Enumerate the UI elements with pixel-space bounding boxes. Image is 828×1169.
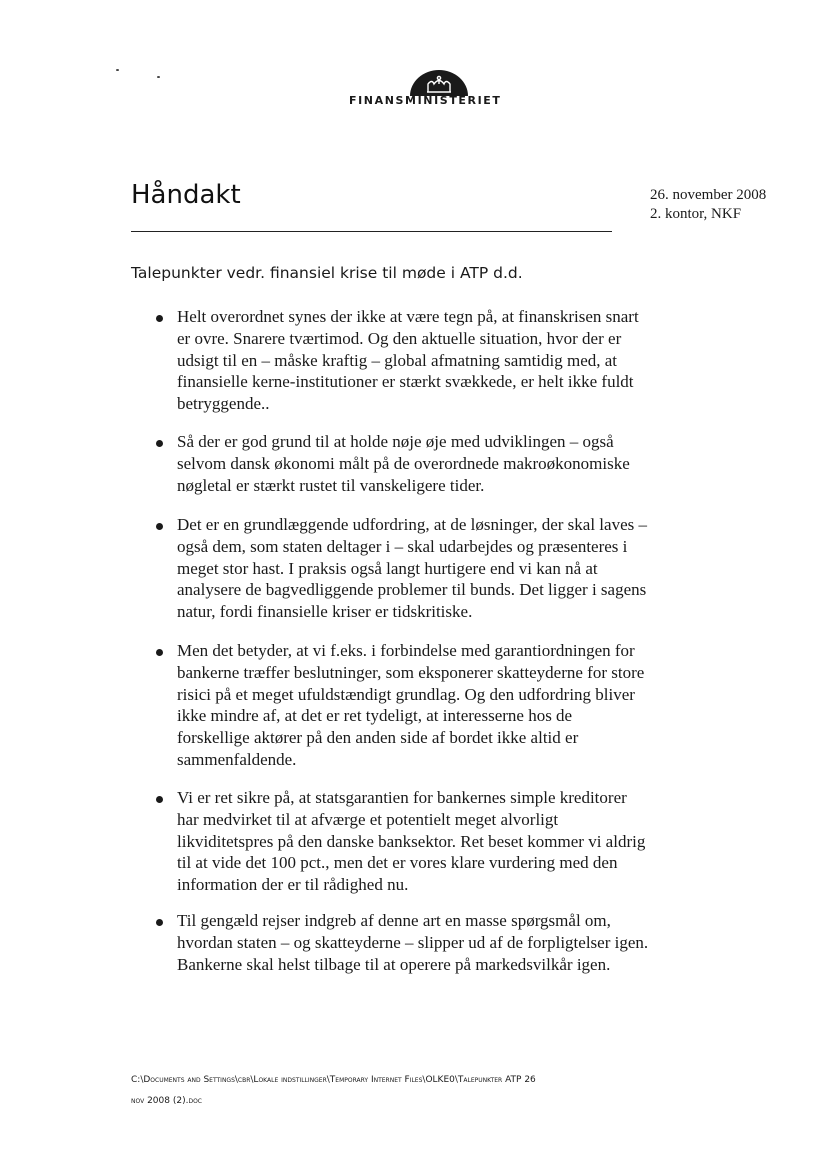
list-item-text: Helt overordnet synes der ikke at være tegn på, at finanskrisen snart er ovre. Snarere tværtimod. Og den aktuelle situation, hvor der er udsigt til en – måske kraftig – global afmatning samtidig med, at finansielle kerne-institutioner er stærkt svækkede, er helt ikke fuldt betryggende..	[177, 307, 639, 414]
document-subtitle: Talepunkter vedr. finansiel krise til møde i ATP d.d.	[131, 264, 523, 282]
bullet-icon	[156, 649, 163, 656]
file-path-line-2: nov 2008 (2).doc	[131, 1096, 202, 1106]
document-meta	[650, 186, 766, 224]
scan-speck	[157, 76, 160, 78]
bullet-icon	[156, 796, 163, 803]
ministry-name: FINANSMINISTERIET	[349, 94, 502, 107]
title-divider	[131, 231, 612, 232]
file-path-footer	[131, 1070, 536, 1112]
bullet-icon	[156, 440, 163, 447]
list-item-text: Det er en grundlæggende udfordring, at de løsninger, der skal laves – også dem, som staten deltager i – skal udarbejdes og præsenteres i meget stor hast. I praksis også langt hurtigere end vi kan nå at analysere de bagvedliggende problemer til bunds. Det ligger i sagens natur, fordi finansielle kriser er tidskritiske.	[177, 515, 647, 622]
list-item-text: Vi er ret sikre på, at statsgarantien for bankernes simple kreditorer har medvirket til at afværge et potentielt meget alvorligt likviditetspres på den danske banksektor. Ret beset kommer vi aldrig til at vide det 100 pct., men det er vores klare vurdering med den information der er til rådighed nu.	[177, 788, 646, 895]
bullet-icon	[156, 919, 163, 926]
list-item-text: Til gengæld rejser indgreb af denne art en masse spørgsmål om, hvordan staten – og skatteyderne – slipper ud af de forpligtelser igen. Bankerne skal helst tilbage til at operere på markedsvilkår igen.	[177, 911, 649, 974]
document-office: 2. kontor, NKF	[650, 206, 742, 222]
list-item-text: Men det betyder, at vi f.eks. i forbindelse med garantiordningen for bankerne træffer beslutninger, som eksponerer skatteyderne for store risici på et meget ufuldstændigt grundlag. Og den udfordring bliver ikke mindre af, at det er ret tydeligt, at interesserne hos de forskellige aktører på den anden side af bordet ikke altid er sammenfaldende.	[177, 641, 645, 769]
scan-speck	[116, 69, 119, 71]
crown-emblem-icon	[408, 70, 470, 96]
file-path-line-1: C:\Documents and Settings\cbr\Lokale indstillinger\Temporary Internet Files\OLKE0\Talepunkter ATP 26	[131, 1075, 536, 1085]
list-item-text: Så der er god grund til at holde nøje øje med udviklingen – også selvom dansk økonomi målt på de overordnede makroøkonomiske nøgletal er stærkt rustet til vanskeligere tider.	[177, 432, 630, 495]
document-title: Håndakt	[131, 180, 241, 210]
bullet-icon	[156, 523, 163, 530]
bullet-icon	[156, 315, 163, 322]
document-date: 26. november 2008	[650, 187, 767, 203]
